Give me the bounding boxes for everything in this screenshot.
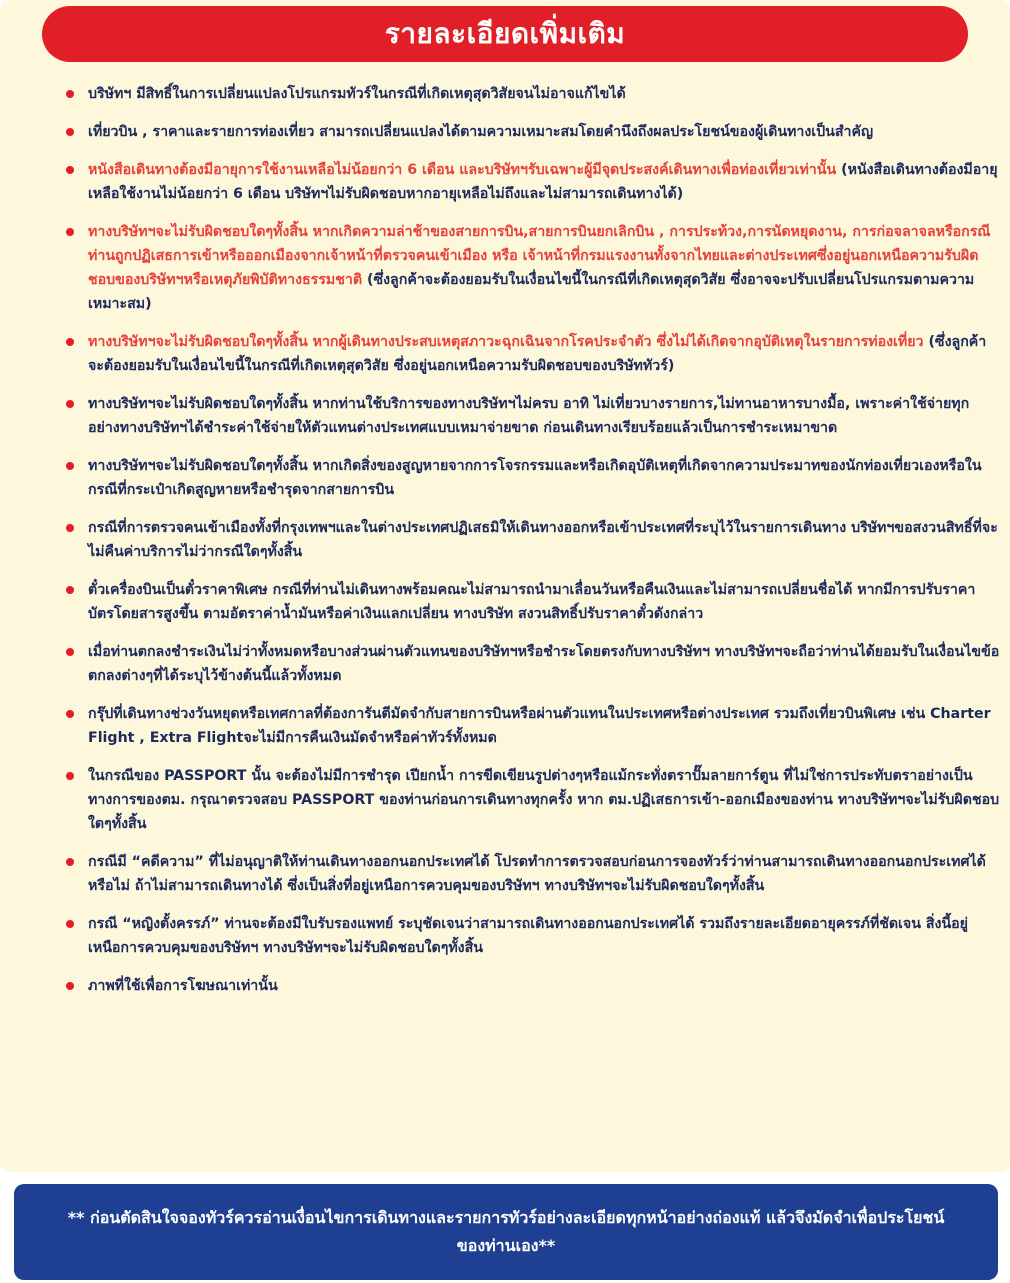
list-item — [64, 764, 1000, 836]
item-text: ภาพที่ใช้เพื่อการโฆษณาเท่านั้น — [88, 978, 278, 994]
item-text: ตั๋วเครื่องบินเป็นตั๋วราคาพิเศษ กรณีที่ท่านไม่เดินทางพร้อมคณะไม่สามารถนำมาเลื่อนวันหรือคืนเงินและไม่สามารถเปลี่ยนชื่อได้ หากมีการปรับราคาบัตรโดยสารสูงขึ้น ตามอัตราค่าน้ำมันหรือค่าเงินแลกเปลี่ยน ทางบริษัท สงวนสิทธิ์ปรับราคาตั๋วดังกล่าว — [88, 582, 976, 622]
item-text: ทางบริษัทฯจะไม่รับผิดชอบใดๆทั้งสิ้น หากเกิดสิ่งของสูญหายจากการโจรกรรมและหรือเกิดอุบัติเหตุที่เกิดจากความประมาทของนักท่องเที่ยวเองหรือในกรณีที่กระเป๋าเกิดสูญหายหรือชำรุดจากสายการบิน — [88, 458, 982, 498]
list-item — [64, 82, 1000, 106]
list-item — [64, 578, 1000, 626]
list-item — [64, 912, 1000, 960]
page-title: รายละเอียดเพิ่มเติม — [384, 17, 626, 50]
bullet-icon — [66, 338, 74, 346]
item-red-text: ทางบริษัทฯจะไม่รับผิดชอบใดๆทั้งสิ้น หากผู้เดินทางประสบเหตุสภาวะฉุกเฉินจากโรคประจำตัว ซึ่งไม่ได้เกิดจากอุบัติเหตุในรายการท่องเที่ยว — [88, 334, 924, 350]
title-banner — [42, 6, 968, 62]
list-item — [64, 640, 1000, 688]
item-text: (หนังสือเดินทางต้องมีอายุเหลือใช้งานไม่น้อยกว่า 6 เดือน บริษัทฯไม่รับผิดชอบหากอายุเหลือไม่ถึงและไม่สามารถเดินทางได้) — [88, 162, 998, 202]
item-text: กรณี “หญิงตั้งครรภ์” ท่านจะต้องมีใบรับรองแพทย์ ระบุชัดเจนว่าสามารถเดินทางออกนอกประเทศได้ รวมถึงรายละเอียดอายุครรภ์ที่ชัดเจน สิ่งนี้อยู่เหนือการควบคุมของบริษัทฯ ทางบริษัทฯจะไม่รับผิดชอบใดๆทั้งสิ้น — [88, 916, 968, 956]
bullet-icon — [66, 228, 74, 236]
list-item — [64, 454, 1000, 502]
item-red-text: ทางบริษัทฯจะไม่รับผิดชอบใดๆทั้งสิ้น หากเกิดความล่าช้าของสายการบิน,สายการบินยกเลิกบิน , การประท้วง,การนัดหยุดงาน, การก่อจลาจลหรือกรณีท่านถูกปฏิเสธการเข้าหรือออกเมืองจากเจ้าหน้าที่ตรวจคนเข้าเมือง หรือ เจ้าหน้าที่กรมแรงงานทั้งจากไทยและต่างประเทศซึ่งอยู่นอกเหนือความรับผิดชอบของบริษัทฯหรือเหตุภัยพิบัติทางธรรมชาติ — [88, 224, 991, 288]
footer-banner — [14, 1184, 998, 1280]
item-text: บริษัทฯ มีสิทธิ์ในการเปลี่ยนแปลงโปรแกรมทัวร์ในกรณีที่เกิดเหตุสุดวิสัยจนไม่อาจแก้ไขได้ — [88, 86, 626, 102]
bullet-icon — [66, 858, 74, 866]
item-text: กรณีมี “คดีความ” ที่ไม่อนุญาติให้ท่านเดินทางออกนอกประเทศได้ โปรดทำการตรวจสอบก่อนการจองทัวร์ว่าท่านสามารถเดินทางออกนอกประเทศได้หรือไม่ ถ้าไม่สามารถเดินทางได้ ซึ่งเป็นสิ่งที่อยู่เหนือการควบคุมของบริษัทฯ ทางบริษัทฯจะไม่รับผิดชอบใดๆทั้งสิ้น — [88, 854, 986, 894]
terms-list — [64, 82, 1000, 1012]
item-text: (ซึ่งลูกค้าจะต้องยอมรับในเงื่อนไขนี้ในกรณีที่เกิดเหตุสุดวิสัย ซึ่งอาจจะปรับเปลี่ยนโปรแกรมตามความเหมาะสม) — [88, 272, 975, 312]
bullet-icon — [66, 710, 74, 718]
list-item — [64, 974, 1000, 998]
list-item — [64, 850, 1000, 898]
bullet-icon — [66, 648, 74, 656]
list-item — [64, 220, 1000, 316]
list-item — [64, 158, 1000, 206]
bullet-icon — [66, 920, 74, 928]
bullet-icon — [66, 982, 74, 990]
list-item — [64, 120, 1000, 144]
footer-notice: ** ก่อนตัดสินใจจองทัวร์ควรอ่านเงื่อนไขการเดินทางและรายการทัวร์อย่างละเอียดทุกหน้าอย่างถ่องแท้ แล้วจึงมัดจำเพื่อประโยชน์ของท่านเอง** — [67, 1208, 945, 1255]
list-item — [64, 330, 1000, 378]
item-red-text: หนังสือเดินทางต้องมีอายุการใช้งานเหลือไม่น้อยกว่า 6 เดือน และบริษัทฯรับเฉพาะผู้มีจุดประสงค์เดินทางเพื่อท่องเที่ยวเท่านั้น — [88, 162, 837, 178]
item-text: ทางบริษัทฯจะไม่รับผิดชอบใดๆทั้งสิ้น หากท่านใช้บริการของทางบริษัทฯไม่ครบ อาทิ ไม่เที่ยวบางรายการ,ไม่ทานอาหารบางมื้อ, เพราะค่าใช้จ่ายทุกอย่างทางบริษัทฯได้ชำระค่าใช้จ่ายให้ตัวแทนต่างประเทศแบบเหมาจ่ายขาด ก่อนเดินทางเรียบร้อยแล้วเป็นการชำระเหมาขาด — [88, 396, 970, 436]
item-text: เมื่อท่านตกลงชำระเงินไม่ว่าทั้งหมดหรือบางส่วนผ่านตัวแทนของบริษัทฯหรือชำระโดยตรงกับทางบริษัทฯ ทางบริษัทฯจะถือว่าท่านได้ยอมรับในเงื่อนไขข้อตกลงต่างๆที่ได้ระบุไว้ข้างต้นนี้แล้วทั้งหมด — [88, 644, 1000, 684]
bullet-icon — [66, 772, 74, 780]
bullet-icon — [66, 524, 74, 532]
item-text: ในกรณีของ PASSPORT นั้น จะต้องไม่มีการชำรุด เปียกน้ำ การขีดเขียนรูปต่างๆหรือแม้กระทั่งตราปั๊มลายการ์ตูน ที่ไม่ใช่การประทับตราอย่างเป็นทางการของตม. กรุณาตรวจสอบ PASSPORT ของท่านก่อนการเดินทางทุกครั้ง หาก ตม.ปฏิเสธการเข้า-ออกเมืองของท่าน ทางบริษัทฯจะไม่รับผิดชอบใดๆทั้งสิ้น — [88, 768, 1000, 832]
bullet-icon — [66, 166, 74, 174]
item-text: (ซึ่งลูกค้าจะต้องยอมรับในเงื่อนไขนี้ในกรณีที่เกิดเหตุสุดวิสัย ซึ่งอยู่นอกเหนือความรับผิดชอบของบริษัททัวร์) — [88, 334, 987, 374]
item-text: กรุ๊ปที่เดินทางช่วงวันหยุดหรือเทศกาลที่ต้องการันตีมัดจำกับสายการบินหรือผ่านตัวแทนในประเทศหรือต่างประเทศ รวมถึงเที่ยวบินพิเศษ เช่น Charter Flight , Extra Flightจะไม่มีการคืนเงินมัดจำหรือค่าทัวร์ทั้งหมด — [88, 706, 991, 746]
bullet-icon — [66, 586, 74, 594]
bullet-icon — [66, 90, 74, 98]
bullet-icon — [66, 462, 74, 470]
list-item — [64, 516, 1000, 564]
list-item — [64, 702, 1000, 750]
bullet-icon — [66, 128, 74, 136]
item-text: เที่ยวบิน , ราคาและรายการท่องเที่ยว สามารถเปลี่ยนแปลงได้ตามความเหมาะสมโดยคำนึงถึงผลประโยชน์ของผู้เดินทางเป็นสำคัญ — [88, 124, 874, 140]
list-item — [64, 392, 1000, 440]
bullet-icon — [66, 400, 74, 408]
item-text: กรณีที่การตรวจคนเข้าเมืองทั้งที่กรุงเทพฯและในต่างประเทศปฏิเสธมิให้เดินทางออกหรือเข้าประเทศที่ระบุไว้ในรายการเดินทาง บริษัทฯขอสงวนสิทธิ์ที่จะไม่คืนค่าบริการไม่ว่ากรณีใดๆทั้งสิ้น — [88, 520, 998, 560]
